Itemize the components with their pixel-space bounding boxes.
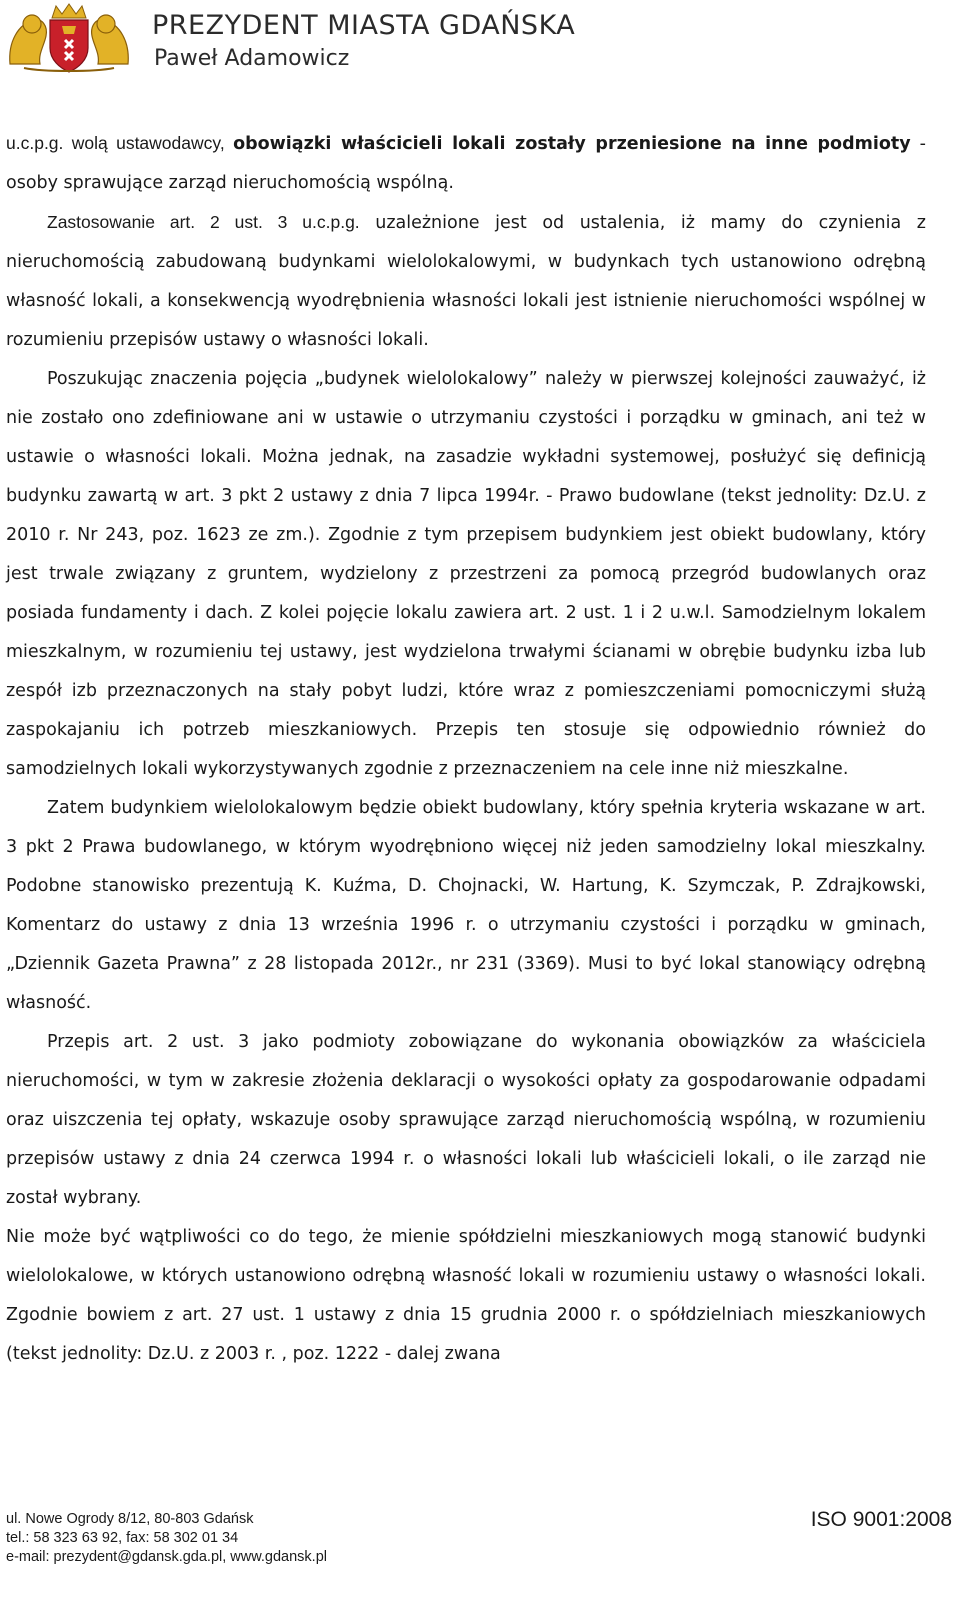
- paragraph-1: [6, 124, 926, 203]
- paragraph-4: Zatem budynkiem wielolokalowym będzie obiekt budowlany, który spełnia kryteria wskazane w art. 3 pkt 2 Prawa budowlanego, w którym wyodrębniono więcej niż jeden samodzielny lokal mieszkalny. Podobne stanowisko prezentują K. Kuźma, D. Chojnacki, W. Hartung, K. Szymczak, P. Zdrajkowski, Komentarz do ustawy z dnia 13 września 1996 r. o utrzymaniu czystości i porządku w gminach, „Dziennik Gazeta Prawna” z 28 listopada 2012r., nr 231 (3369). Musi to być lokal stanowiący odrębną własność.: [6, 798, 926, 1013]
- footer-contact: [6, 1510, 936, 1567]
- letterhead-title: PREZYDENT MIASTA GDAŃSKA: [152, 10, 576, 41]
- paragraph-2: [6, 203, 926, 360]
- paragraph-2-start: Zastosowanie art. 2 ust. 3 u.c.p.g.: [47, 212, 360, 232]
- gdansk-coat-of-arms-logo: [4, 2, 134, 74]
- paragraph-1-emphasis: obowiązki właścicieli lokali zostały przeniesione na inne podmioty: [233, 134, 911, 154]
- paragraph-5: Przepis art. 2 ust. 3 jako podmioty zobowiązane do wykonania obowiązków za właściciela nieruchomości, w tym w zakresie złożenia deklaracji o wysokości opłaty za gospodarowanie odpadami oraz uiszczenia tej opłaty, wskazuje osoby sprawujące zarząd nieruchomością wspólną, w rozumieniu przepisów ustawy z dnia 24 czerwca 1994 r. o własności lokali lub właścicieli lokali, o ile zarząd nie został wybrany.: [6, 1032, 926, 1208]
- letterhead-name: Paweł Adamowicz: [154, 46, 350, 71]
- paragraph-3: Poszukując znaczenia pojęcia „budynek wielolokalowy” należy w pierwszej kolejności zauważyć, iż nie zostało ono zdefiniowane ani w ustawie o utrzymaniu czystości i porządku w gminach, ani też w ustawie o własności lokali. Można jednak, na zasadzie wykładni systemowej, posłużyć się definicją budynku zawartą w art. 3 pkt 2 ustawy z dnia 7 lipca 1994r. - Prawo budowlane (tekst jednolity: Dz.U. z 2010 r. Nr 243, poz. 1623 ze zm.). Zgodnie z tym przepisem budynkiem jest obiekt budowlany, który jest trwale związany z gruntem, wydzielony z przestrzeni za pomocą przegród budowlanych oraz posiada fundamenty i dach. Z kolei pojęcie lokalu zawiera art. 2 ust. 1 i 2 u.w.l. Samodzielnym lokalem mieszkalnym, w rozumieniu tej ustawy, jest wydzielona trwałymi ścianami w obrębie budynku izba lub zespół izb przeznaczonych na stały pobyt ludzi, które wraz z pomieszczeniami pomocniczymi służą zaspokajaniu ich potrzeb mieszkaniowych. Przepis ten stosuje się odpowiednio również do samodzielnych lokali wykorzystywanych zgodnie z przeznaczeniem na cele inne niż mieszkalne.: [6, 369, 926, 779]
- footer-address: ul. Nowe Ogrody 8/12, 80-803 Gdańsk: [6, 1511, 254, 1527]
- letter-body: [6, 124, 926, 1374]
- iso-certification: ISO 9001:2008: [810, 1508, 952, 1531]
- paragraph-1-end: - osoby sprawujące zarząd nieruchomością wspólną.: [6, 134, 926, 193]
- footer-email: e-mail: prezydent@gdansk.gda.pl, www.gdansk.pl: [6, 1549, 327, 1565]
- paragraph-2-rest: uzależnione jest od ustalenia, iż mamy do czynienia z nieruchomością zabudowaną budynkami wielolokalowymi, w budynkach tych ustanowiono odrębną własność lokali, a konsekwencją wyodrębnienia własności lokali jest istnienie nieruchomości wspólnej w rozumieniu przepisów ustawy o własności lokali.: [6, 213, 926, 350]
- footer-phone: tel.: 58 323 63 92, fax: 58 302 01 34: [6, 1530, 239, 1546]
- letterhead: [4, 2, 654, 82]
- paragraph-1-start: u.c.p.g. wolą ustawodawcy,: [6, 133, 234, 153]
- paragraph-6: Nie może być wątpliwości co do tego, że mienie spółdzielni mieszkaniowych mogą stanowić budynki wielolokalowe, w których ustanowiono odrębną własność lokali w rozumieniu ustawy o własności lokali. Zgodnie bowiem z art. 27 ust. 1 ustawy z dnia 15 grudnia 2000 r. o spółdzielniach mieszkaniowych (tekst jednolity: Dz.U. z 2003 r. , poz. 1222 - dalej zwana: [6, 1227, 926, 1364]
